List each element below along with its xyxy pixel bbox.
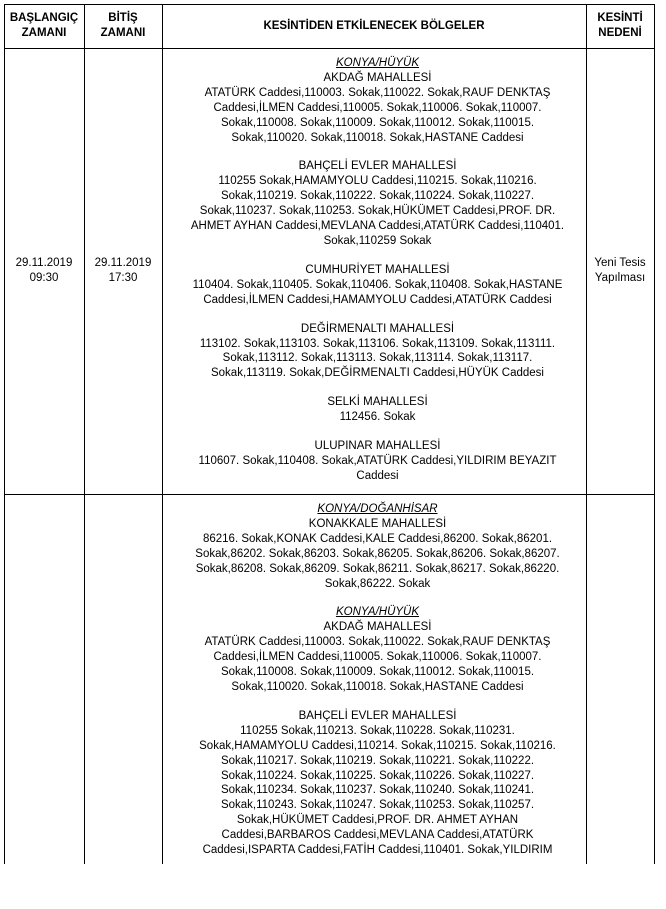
street-list-line: Sokak,HAMAMYOLU Caddesi,110214. Sokak,110215. Sokak,110216.	[199, 739, 556, 752]
neighborhood-name: BAHÇELİ EVLER MAHALLESİ	[298, 709, 457, 722]
neighborhood-name: SELKİ MAHALLESİ	[327, 396, 428, 409]
start-date: 29.11.2019	[15, 257, 73, 269]
neighborhood-name: CUMHURİYET MAHALLESİ	[305, 263, 450, 276]
street-list-line: Sokak,110020. Sokak,110018. Sokak,HASTANE Caddesi	[231, 680, 524, 693]
street-list-line: ATATÜRK Caddesi,110003. Sokak,110022. Sokak,RAUF DENKTAŞ	[204, 86, 551, 99]
region-group	[165, 159, 590, 248]
neighborhood-name: BAHÇELİ EVLER MAHALLESİ	[298, 160, 457, 173]
header-end-line-1: BİTİŞ	[108, 12, 138, 24]
street-list-line: Caddesi,ISPARTA Caddesi,FATİH Caddesi,110401. Sokak,YILDIRIM	[202, 844, 553, 857]
street-list-line: Sokak,110217. Sokak,110219. Sokak,110221. Sokak,110222.	[220, 754, 535, 767]
street-list-line: Sokak,110243. Sokak,110247. Sokak,110253. Sokak,110257.	[220, 799, 535, 812]
street-list-line: Caddesi,BARBAROS Caddesi,MEVLANA Caddesi,ATATÜRK	[221, 829, 534, 842]
header-regions-label: KESİNTİDEN ETKİLENECEK BÖLGELER	[263, 19, 485, 32]
street-list-line: Sokak,110008. Sokak,110009. Sokak,110012. Sokak,110015.	[220, 666, 535, 679]
street-list-line: Sokak,HÜKÜMET Caddesi,PROF. DR. AHMET AYHAN	[236, 814, 519, 827]
header-end-time	[84, 4, 162, 48]
header-reason-line-2: NEDENİ	[598, 27, 642, 39]
street-list-line: Sokak,110259 Sokak	[323, 234, 432, 247]
region-group	[165, 605, 590, 694]
province-heading: KONYA/HÜYÜK	[335, 606, 420, 619]
region-group	[165, 395, 590, 425]
row-1-start-time	[4, 48, 84, 494]
street-list-line: Sokak,113112. Sokak,113113. Sokak,113114. Sokak,113117.	[222, 352, 533, 365]
street-list-line: 110255 Sokak,110213. Sokak,110228. Sokak,110231.	[240, 724, 515, 737]
end-hour: 17:30	[108, 272, 138, 284]
neighborhood-name: KONAKKALE MAHALLESİ	[308, 517, 447, 530]
region-group	[165, 263, 590, 308]
province-heading: KONYA/DOĞANHİSAR	[317, 503, 438, 515]
header-affected-regions	[162, 4, 586, 48]
region-group	[165, 439, 590, 484]
end-date: 29.11.2019	[94, 257, 152, 269]
street-list-line: Caddesi	[356, 469, 399, 482]
street-list-line: 110255 Sokak,HAMAMYOLU Caddesi,110215. Sokak,110216.	[218, 175, 537, 188]
street-list-line: Sokak,86222. Sokak	[324, 577, 431, 590]
street-list-line: 112456. Sokak	[339, 411, 416, 424]
neighborhood-name: AKDAĞ MAHALLESİ	[323, 71, 432, 84]
header-end-line-2: ZAMANI	[100, 27, 146, 39]
street-list-line: Sokak,86202. Sokak,86203. Sokak,86205. Sokak,86206. Sokak,86207.	[195, 547, 560, 560]
region-group	[165, 709, 590, 858]
region-group	[165, 56, 590, 145]
neighborhood-name: ULUPINAR MAHALLESİ	[314, 440, 441, 453]
street-list-line: Sokak,110219. Sokak,110222. Sokak,110224. Sokak,110227.	[220, 190, 535, 203]
table-border-right	[654, 4, 655, 864]
column-divider-end-regions	[162, 4, 163, 864]
street-list-line: 110607. Sokak,110408. Sokak,ATATÜRK Caddesi,YILDIRIM BEYAZIT	[198, 454, 557, 467]
reason-line-1: Yeni Tesis	[594, 257, 646, 269]
row-1-regions	[165, 56, 590, 498]
street-list-line: Sokak,86208. Sokak,86209. Sokak,86211. Sokak,86217. Sokak,86220.	[195, 562, 560, 575]
row-2-regions	[165, 502, 590, 872]
street-list-line: Sokak,110237. Sokak,110253. Sokak,HÜKÜMET Caddesi,PROF. DR.	[199, 205, 556, 218]
street-list-line: Caddesi,İLMEN Caddesi,110005. Sokak,110006. Sokak,110007.	[213, 101, 542, 114]
start-hour: 09:30	[29, 272, 59, 284]
street-list-line: 110404. Sokak,110405. Sokak,110406. Sokak,110408. Sokak,HASTANE	[192, 278, 563, 291]
row-1-reason	[586, 48, 654, 494]
street-list-line: AHMET AYHAN Caddesi,MEVLANA Caddesi,ATATÜRK Caddesi,110401.	[190, 220, 565, 233]
province-heading: KONYA/HÜYÜK	[335, 57, 420, 69]
street-list-line: Sokak,110234. Sokak,110237. Sokak,110240. Sokak,110241.	[220, 784, 535, 797]
street-list-line: Sokak,110008. Sokak,110009. Sokak,110012. Sokak,110015.	[220, 116, 535, 129]
row-1-end-time	[84, 48, 162, 494]
region-group	[165, 502, 590, 591]
street-list-line: 113102. Sokak,113103. Sokak,113106. Sokak,113109. Sokak,113111.	[199, 337, 556, 350]
street-list-line: Caddesi,İLMEN Caddesi,110005. Sokak,110006. Sokak,110007.	[213, 651, 542, 664]
street-list-line: Caddesi,İLMEN Caddesi,HAMAMYOLU Caddesi,ATATÜRK Caddesi	[203, 293, 552, 306]
header-outage-reason	[586, 4, 654, 48]
neighborhood-name: AKDAĞ MAHALLESİ	[323, 621, 432, 634]
street-list-line: ATATÜRK Caddesi,110003. Sokak,110022. Sokak,RAUF DENKTAŞ	[204, 636, 551, 649]
header-start-line-1: BAŞLANGIÇ	[9, 12, 79, 24]
street-list-line: Sokak,110224. Sokak,110225. Sokak,110226. Sokak,110227.	[220, 769, 535, 782]
header-start-line-2: ZAMANI	[21, 27, 67, 39]
reason-line-2: Yapılması	[594, 272, 646, 284]
header-reason-line-1: KESİNTİ	[597, 12, 643, 24]
street-list-line: Sokak,113119. Sokak,DEĞİRMENALTI Caddesi,HÜYÜK Caddesi	[210, 367, 544, 380]
region-group	[165, 322, 590, 382]
neighborhood-name: DEĞİRMENALTI MAHALLESİ	[300, 322, 455, 335]
street-list-line: 86216. Sokak,KONAK Caddesi,KALE Caddesi,86200. Sokak,86201.	[202, 532, 553, 545]
header-start-time	[4, 4, 84, 48]
street-list-line: Sokak,110020. Sokak,110018. Sokak,HASTANE Caddesi	[231, 131, 524, 144]
